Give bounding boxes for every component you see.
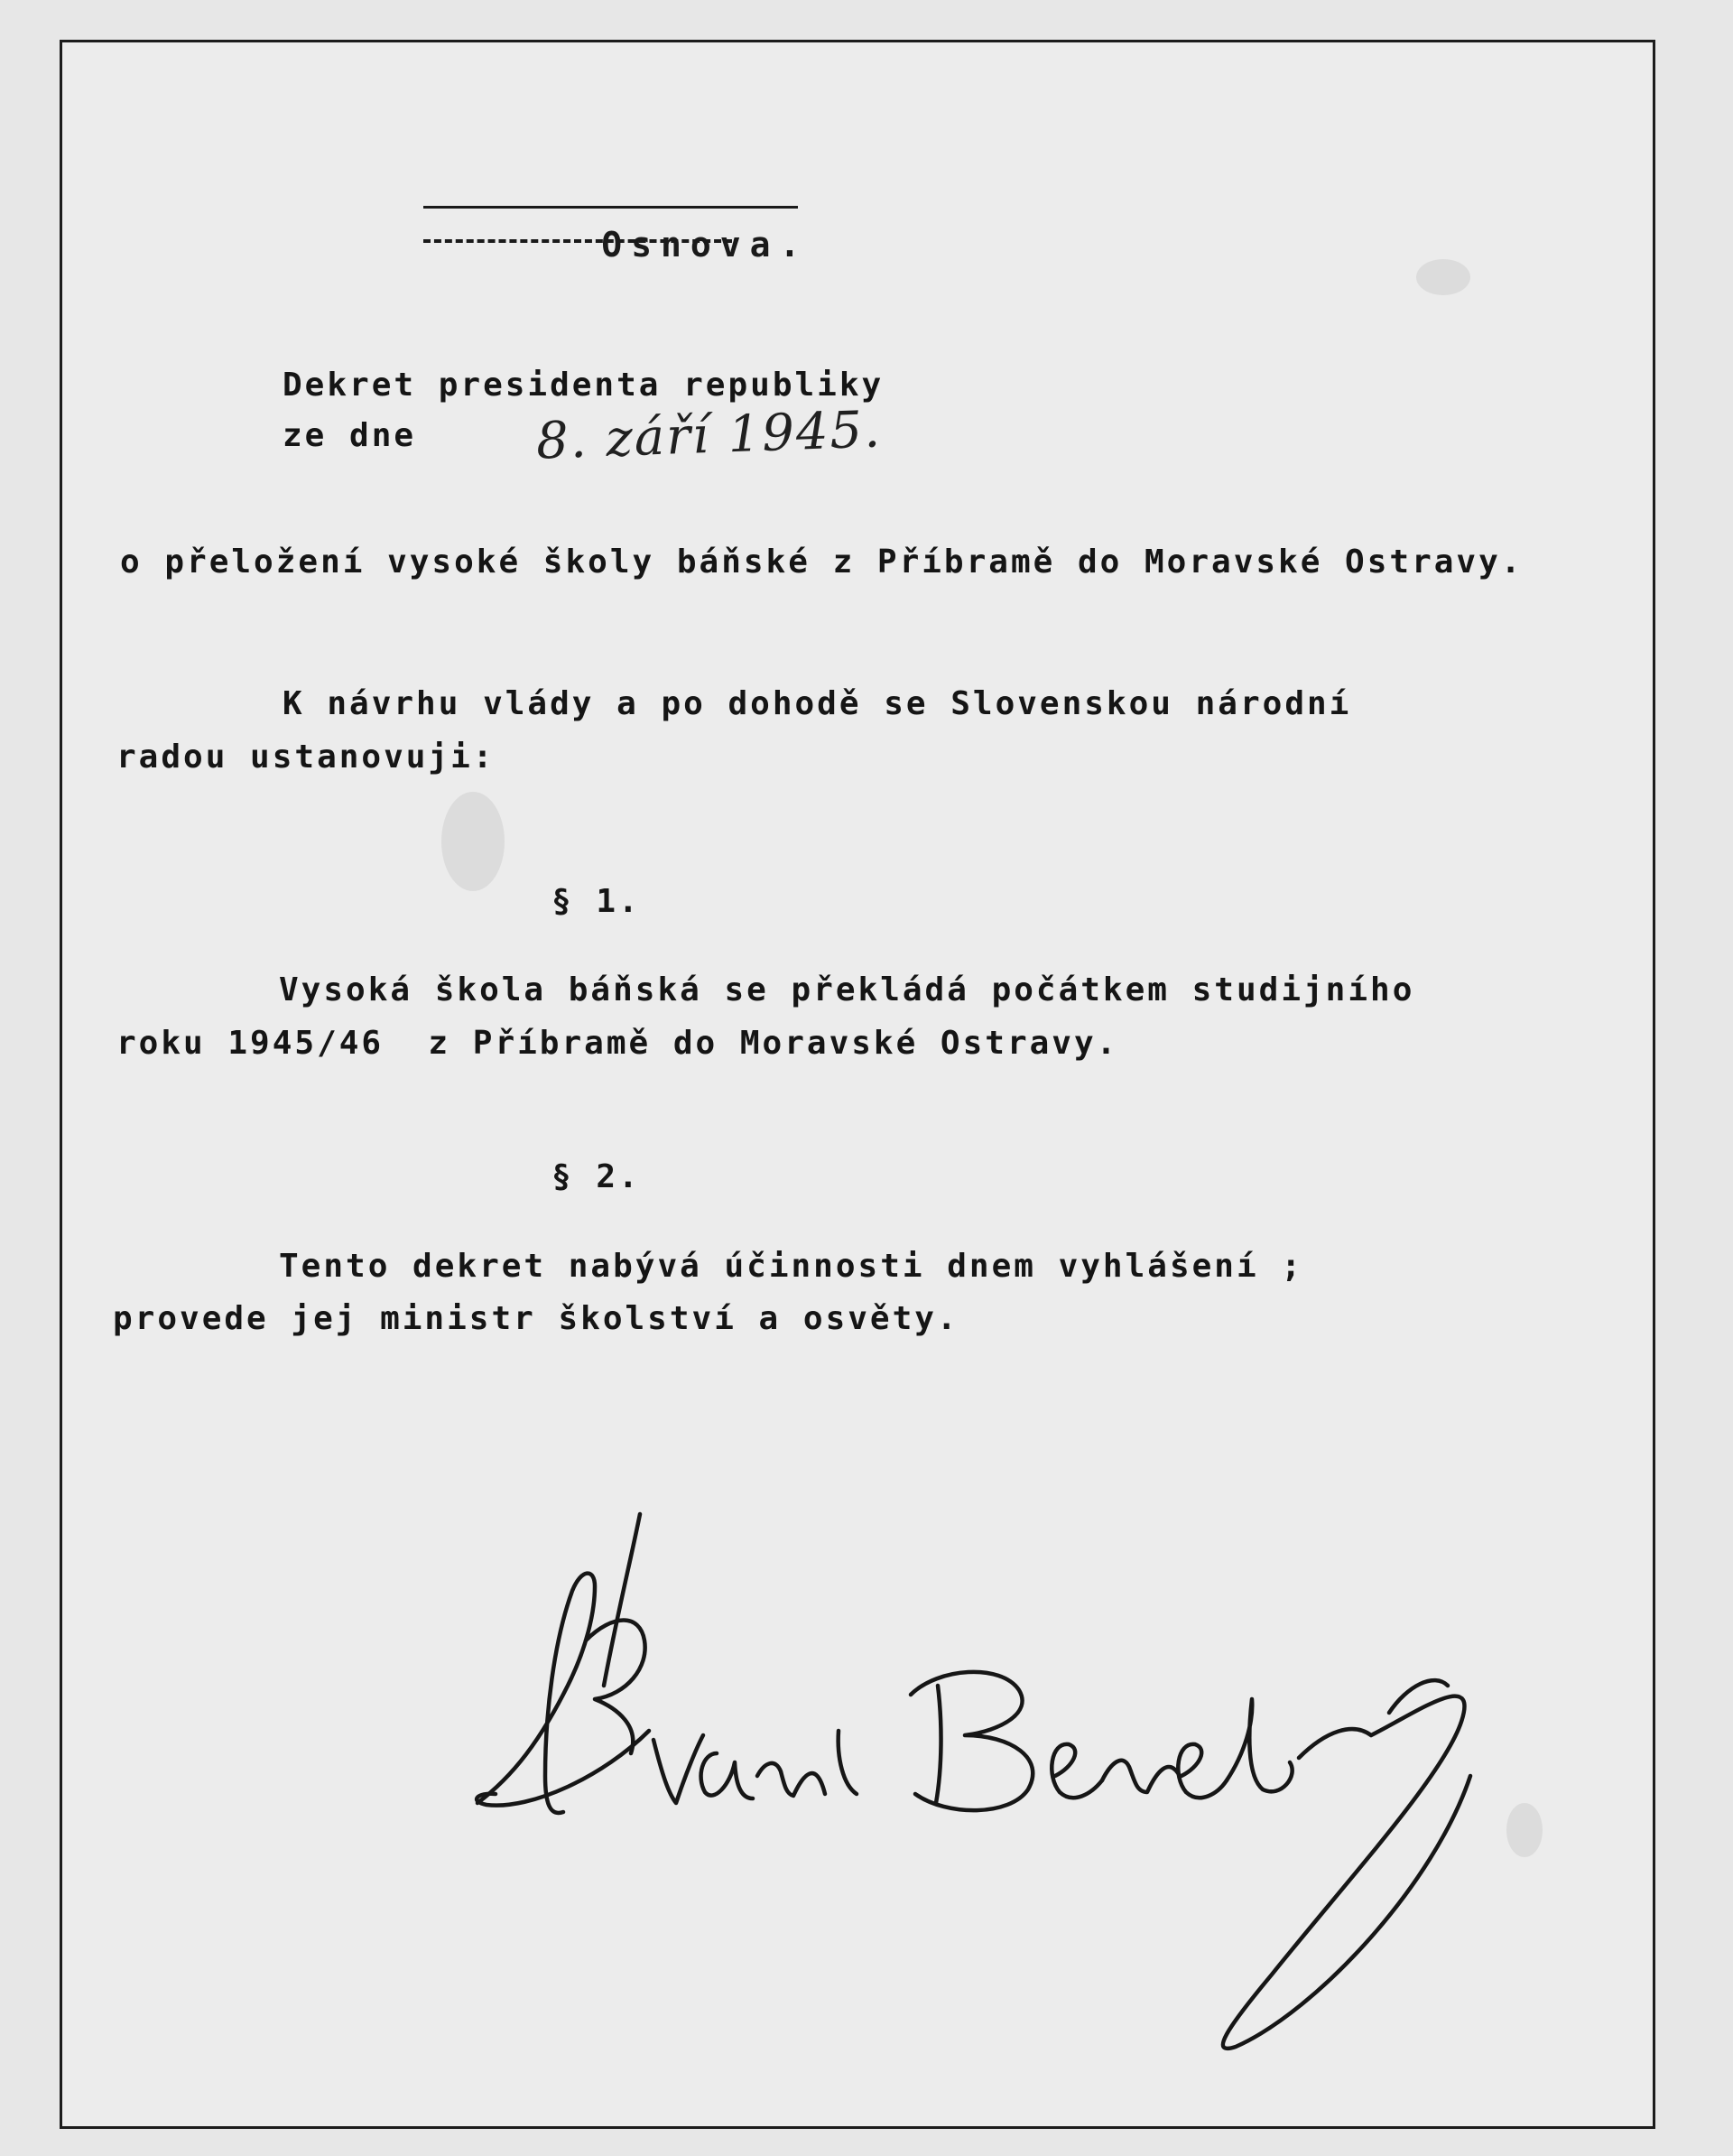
section-2-line-2: provede jej ministr školství a osvěty.: [113, 1300, 959, 1337]
document-heading: [423, 185, 809, 344]
handwritten-date: 8. září 1945.: [534, 400, 883, 471]
preamble-line-1: K návrhu vlády a po dohodě se Slovenskou národní: [283, 685, 1352, 722]
section-2-line-1: Tento dekret nabývá účinnosti dnem vyhlášení ;: [279, 1248, 1303, 1285]
section-1-label: § 1.: [551, 883, 641, 920]
section-1-line-1: Vysoká škola báňská se překládá počátkem studijního: [279, 971, 1415, 1008]
heading-strikethrough: [423, 206, 798, 209]
preamble-line-2: radou ustanovuji:: [116, 739, 496, 776]
section-1-line-2: roku 1945/46 z Příbramě do Moravské Ostravy.: [116, 1025, 1119, 1062]
decree-date-prefix: ze dne: [283, 417, 417, 454]
decree-subject: o přeložení vysoké školy báňské z Příbramě do Moravské Ostravy.: [120, 544, 1524, 581]
typed-document: [62, 42, 1653, 2126]
decree-title: Dekret presidenta republiky: [283, 367, 885, 404]
section-2-label: § 2.: [551, 1158, 641, 1195]
handwritten-signature: [459, 1505, 1633, 2083]
document-sheet: [60, 40, 1655, 2129]
heading-text: Osnova.: [601, 225, 810, 265]
heading-underline: [423, 239, 732, 243]
